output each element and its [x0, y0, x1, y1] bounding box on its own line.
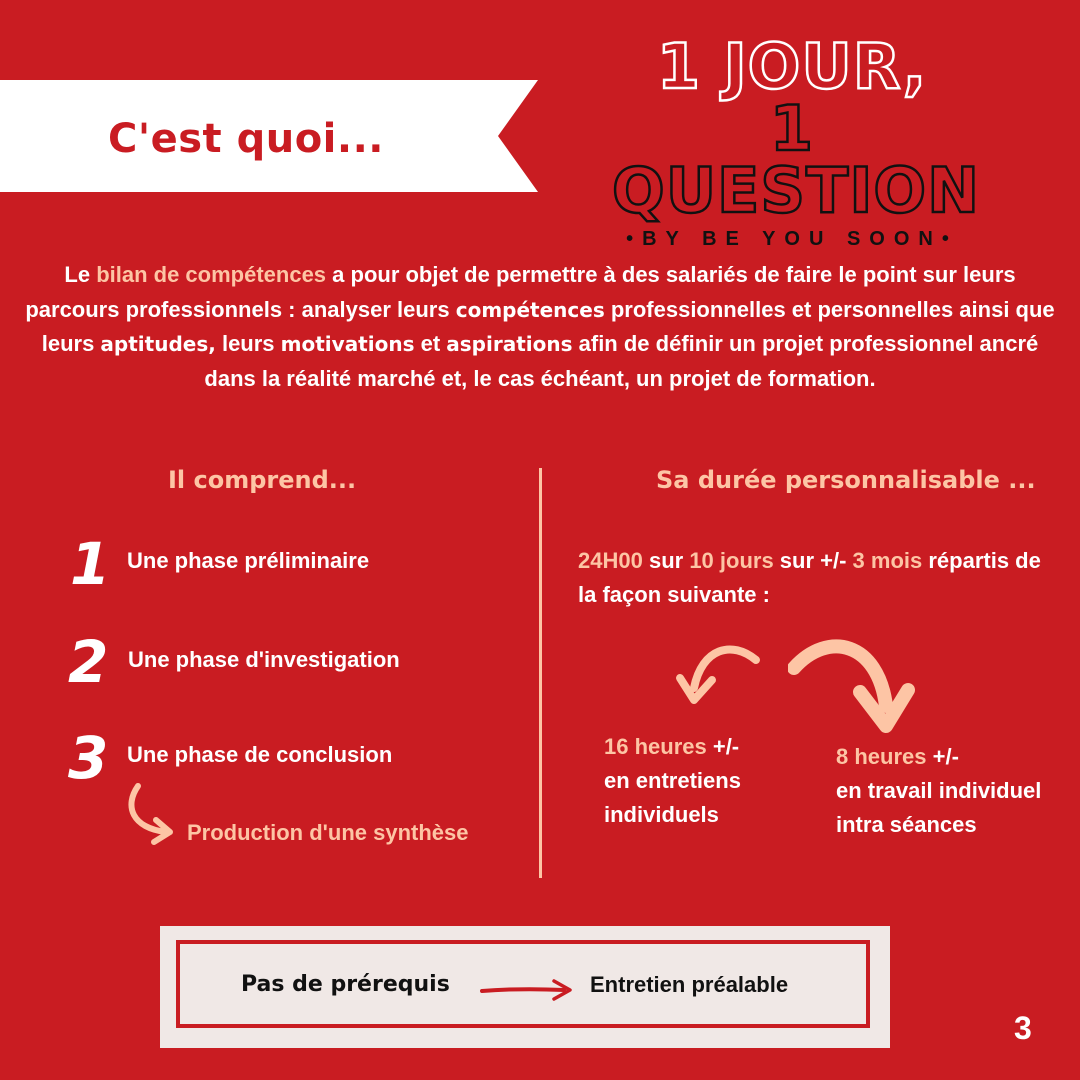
- logo-line-2: 1 QUESTION: [612, 92, 981, 227]
- step-text-1: Une phase préliminaire: [127, 548, 370, 573]
- duration-text-part: sur +/-: [773, 548, 853, 573]
- intro-text: Le: [64, 262, 97, 287]
- work-line-2: en travail individuel: [836, 778, 1042, 803]
- logo-tagline: •BY BE YOU SOON•: [626, 228, 958, 250]
- keyword-bilan: bilan de compétences: [96, 262, 327, 287]
- step-number-2: 2: [68, 628, 109, 696]
- interview-pm: +/-: [706, 734, 740, 759]
- left-column-title: Il comprend...: [168, 466, 357, 494]
- step-number-3: 3: [68, 724, 109, 792]
- banner-title: C'est quoi...: [108, 116, 384, 162]
- interview-line-3: individuels: [604, 802, 719, 827]
- right-arrow-icon: [480, 978, 576, 1002]
- duration-text-part: répartis de la façon suivante :: [578, 548, 1041, 607]
- intro-text: et: [414, 331, 447, 356]
- intro-text: afin de définir un projet professionnel ancré dans la réalité marché et, le cas échéant, un projet de formation.: [204, 331, 1039, 391]
- duration-months: 3 mois: [852, 548, 923, 573]
- logo-line-1: 1 JOUR,: [656, 30, 928, 103]
- duration-hours: 24H00: [578, 548, 643, 573]
- page-number: 3: [1014, 1010, 1032, 1046]
- brand-logo: [612, 30, 981, 250]
- work-hours: 8 heures: [836, 744, 927, 769]
- curved-arrow-icon: [122, 782, 188, 848]
- interview-line-2: en entretiens: [604, 768, 741, 793]
- keyword-competences: compétences: [455, 297, 605, 322]
- step-text-2: Une phase d'investigation: [128, 647, 400, 672]
- step-text-3: Une phase de conclusion: [127, 742, 393, 767]
- split-block-interviews: [604, 730, 741, 832]
- right-column-title: Sa durée personnalisable ...: [656, 466, 1036, 494]
- duration-days: 10 jours: [689, 548, 774, 573]
- preliminary-interview-label: Entretien préalable: [590, 972, 789, 997]
- intro-text: leurs: [215, 331, 281, 356]
- duration-text: [578, 544, 1058, 612]
- work-pm: +/-: [926, 744, 959, 769]
- intro-text: a pour objet de permettre à des salariés de faire le point sur leurs parcours professionnels : analyser leurs: [25, 262, 1016, 322]
- split-arrow-left-icon: [672, 640, 762, 710]
- keyword-motivations: motivations: [280, 332, 415, 356]
- step-number-1: 1: [70, 530, 111, 598]
- intro-paragraph: [20, 258, 1060, 396]
- synthesis-text: Production d'une synthèse: [187, 820, 469, 845]
- keyword-aspirations: aspirations: [446, 332, 573, 356]
- duration-text-part: sur: [642, 548, 690, 573]
- prerequisites-label: Pas de prérequis: [241, 972, 450, 997]
- interview-hours: 16 heures: [604, 734, 707, 759]
- column-divider: [539, 468, 542, 878]
- work-line-3: intra séances: [836, 812, 977, 837]
- split-block-individual-work: [836, 740, 1041, 842]
- intro-text: professionnelles et personnelles ainsi que leurs: [41, 296, 1055, 356]
- keyword-aptitudes: aptitudes,: [100, 332, 216, 356]
- split-arrow-right-icon: [788, 636, 918, 736]
